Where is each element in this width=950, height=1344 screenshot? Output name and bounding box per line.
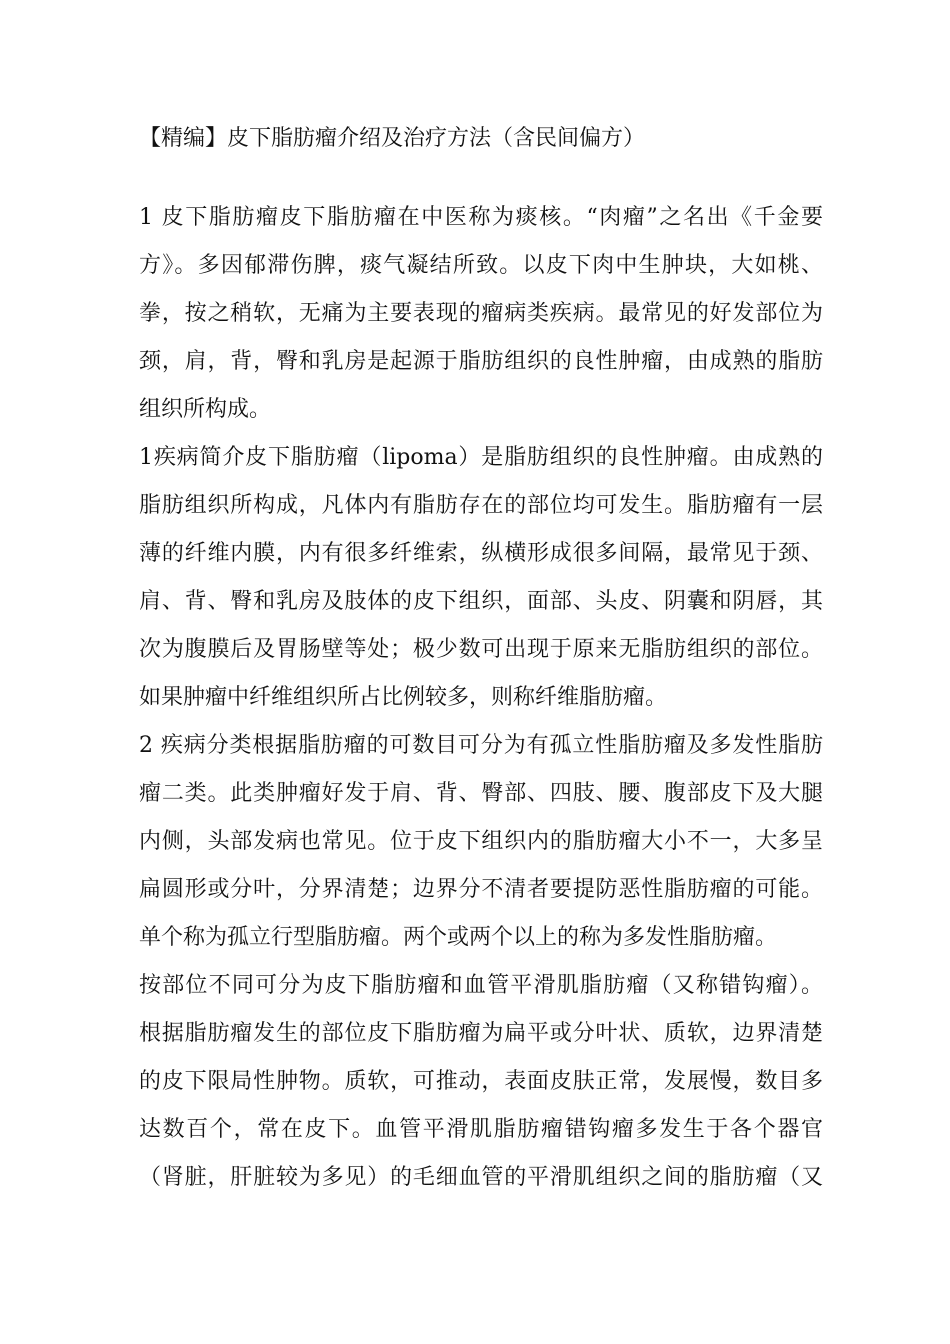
text-line: 扁圆形或分叶，分界清楚；边界分不清者要提防恶性脂肪瘤的可能。 (139, 877, 823, 902)
text-line: 的皮下限局性肿物。质软，可推动，表面皮肤正常，发展慢，数目多 (139, 1069, 823, 1094)
text-line: 方》。多因郁滞伤脾，痰气凝结所致。以皮下肉中生肿块，大如桃、 (139, 253, 823, 278)
text-line: （肾脏，肝脏较为多见）的毛细血管的平滑肌组织之间的脂肪瘤（又 (139, 1165, 823, 1190)
text-line: 颈，肩，背，臀和乳房是起源于脂肪组织的良性肿瘤，由成熟的脂肪 (139, 349, 823, 374)
text-line: 内侧，头部发病也常见。位于皮下组织内的脂肪瘤大小不一，大多呈 (139, 829, 823, 854)
text-line: 瘤二类。此类肿瘤好发于肩、背、臀部、四肢、腰、腹部皮下及大腿 (139, 781, 823, 806)
text-line: 组织所构成。 (139, 397, 272, 422)
text-line: 肩、背、臀和乳房及肢体的皮下组织，面部、头皮、阴囊和阴唇，其 (139, 589, 823, 614)
text-line: 按部位不同可分为皮下脂肪瘤和血管平滑肌脂肪瘤（又称错钩瘤）。 (139, 973, 823, 998)
text-line: 如果肿瘤中纤维组织所占比例较多，则称纤维脂肪瘤。 (139, 685, 668, 710)
text-line: 1疾病简介皮下脂肪瘤（lipoma）是脂肪组织的良性肿瘤。由成熟的 (139, 445, 823, 470)
text-line: 薄的纤维内膜，内有很多纤维索，纵横形成很多间隔，最常见于颈、 (139, 541, 823, 566)
text-line: 脂肪组织所构成，凡体内有脂肪存在的部位均可发生。脂肪瘤有一层 (139, 493, 823, 518)
text-line: 2 疾病分类根据脂肪瘤的可数目可分为有孤立性脂肪瘤及多发性脂肪 (139, 733, 823, 758)
text-line: 次为腹膜后及胃肠壁等处；极少数可出现于原来无脂肪组织的部位。 (139, 637, 823, 662)
document-title: 【精编】皮下脂肪瘤介绍及治疗方法（含民间偏方） (139, 126, 646, 151)
document-body (139, 194, 823, 1202)
text-line: 根据脂肪瘤发生的部位皮下脂肪瘤为扁平或分叶状、质软，边界清楚 (139, 1021, 823, 1046)
text-line: 单个称为孤立行型脂肪瘤。两个或两个以上的称为多发性脂肪瘤。 (139, 925, 778, 950)
text-line: 1 皮下脂肪瘤皮下脂肪瘤在中医称为痰核。“肉瘤”之名出《千金要 (139, 205, 823, 230)
text-line: 拳，按之稍软，无痛为主要表现的瘤病类疾病。最常见的好发部位为 (139, 301, 823, 326)
text-line: 达数百个，常在皮下。血管平滑肌脂肪瘤错钩瘤多发生于各个器官 (139, 1117, 823, 1142)
